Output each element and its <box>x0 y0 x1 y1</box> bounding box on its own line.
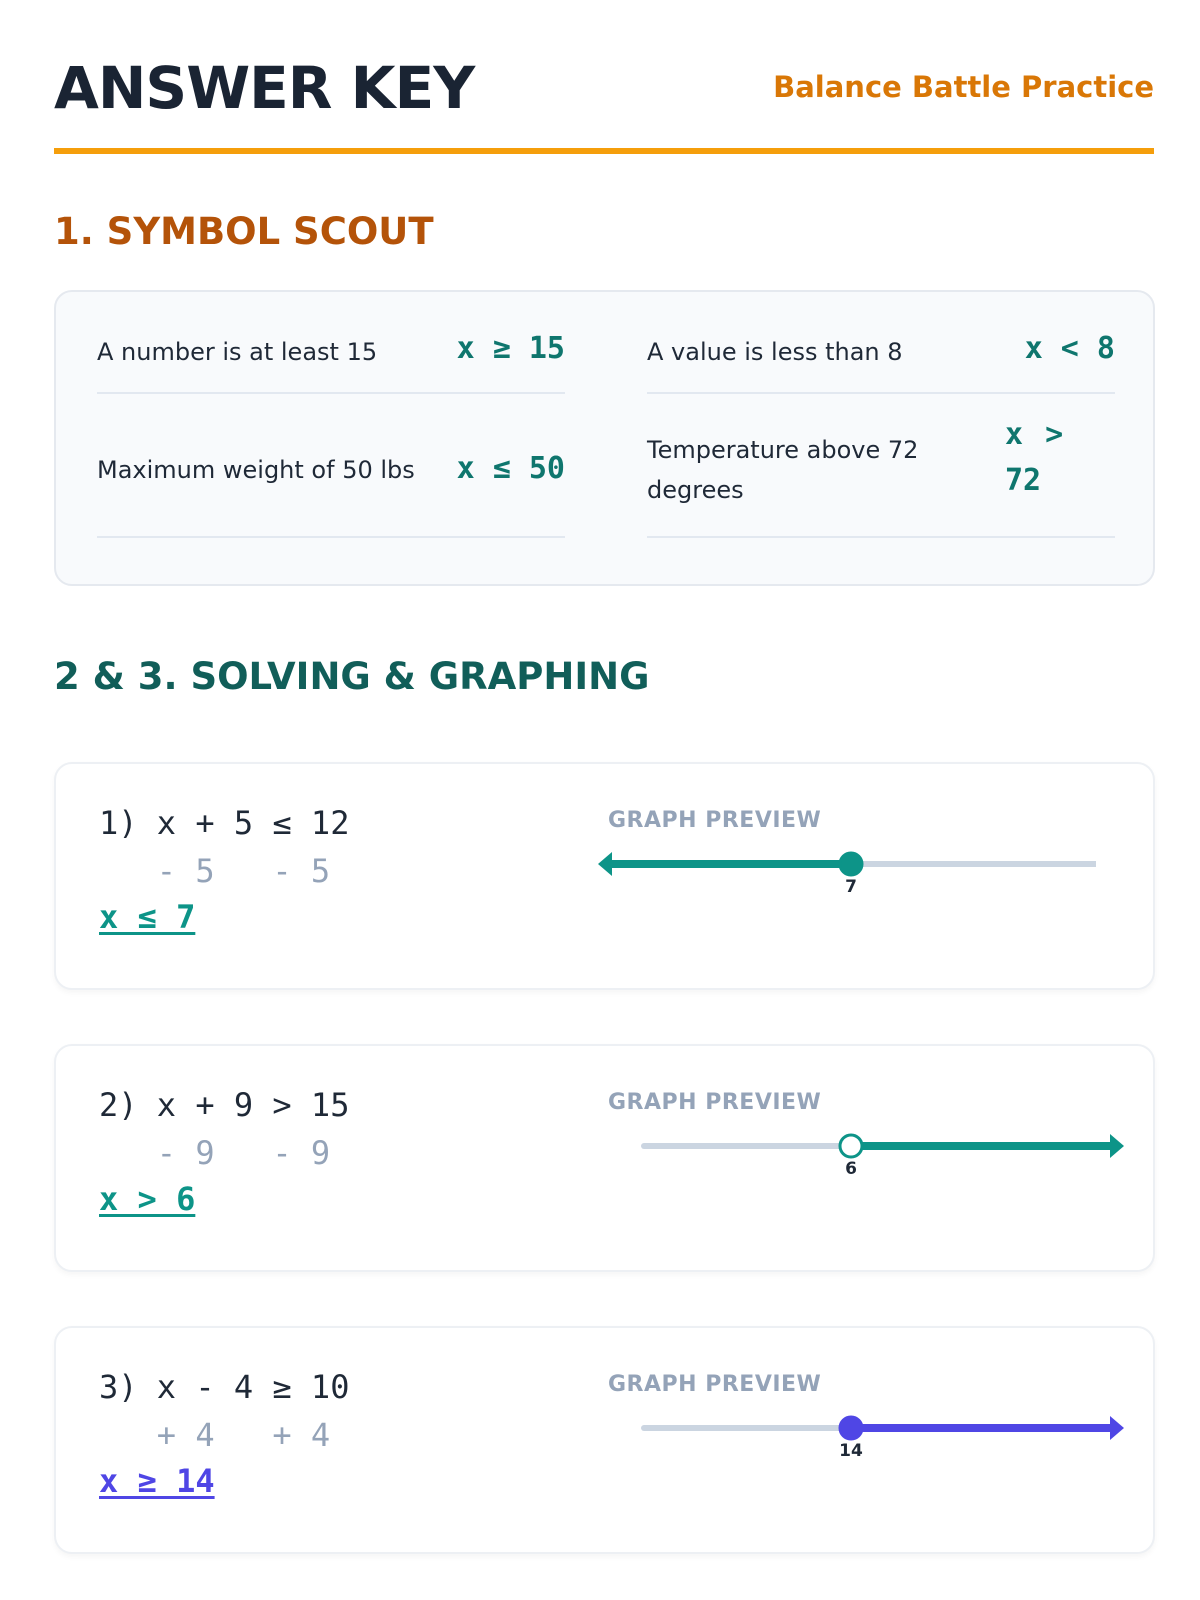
problem-step: - 5 - 5 <box>99 852 331 890</box>
symbol-pair <box>647 332 1115 394</box>
closed-endpoint <box>840 853 862 875</box>
arrow-right-icon <box>1110 1416 1124 1440</box>
tick-label: 7 <box>845 877 857 897</box>
problem-equation: 3) x - 4 ≥ 10 <box>99 1368 350 1406</box>
pair-phrase: A number is at least 15 <box>97 338 378 366</box>
section-title-solving-graphing: 2 & 3. SOLVING & GRAPHING <box>54 655 650 698</box>
symbol-pair <box>647 418 1115 538</box>
arrow-right-icon <box>1110 1134 1124 1158</box>
problem-step: - 9 - 9 <box>99 1134 331 1172</box>
symbol-pair <box>97 332 565 394</box>
open-endpoint <box>840 1135 862 1157</box>
problem-card <box>54 1044 1155 1272</box>
section-title-symbol-scout: 1. SYMBOL SCOUT <box>54 210 434 253</box>
header-divider <box>54 148 1154 154</box>
pair-phrase: A value is less than 8 <box>647 338 903 366</box>
pair-symbol: x > 72 <box>1005 417 1064 498</box>
graph-preview-label: GRAPH PREVIEW <box>608 808 822 833</box>
problem-answer: x ≥ 14 <box>99 1462 215 1500</box>
problem-step: + 4 + 4 <box>99 1416 331 1454</box>
graph-preview-label: GRAPH PREVIEW <box>608 1090 822 1115</box>
pair-symbol: x ≤ 50 <box>456 451 565 486</box>
problem-answer: x > 6 <box>99 1180 196 1218</box>
number-line-graph <box>596 1126 1126 1216</box>
tick-label: 6 <box>845 1159 857 1179</box>
symbol-scout-panel <box>54 290 1155 586</box>
pair-phrase: Maximum weight of 50 lbs <box>97 456 415 484</box>
page-header <box>54 52 1154 154</box>
page-title: ANSWER KEY <box>54 54 475 122</box>
pair-symbol: x ≥ 15 <box>456 331 565 366</box>
problem-equation: 1) x + 5 ≤ 12 <box>99 804 350 842</box>
arrow-left-icon <box>598 852 612 876</box>
graph-preview-label: GRAPH PREVIEW <box>608 1372 822 1397</box>
pair-symbol: x < 8 <box>1024 331 1115 366</box>
number-line-graph <box>596 844 1126 934</box>
pair-phrase: Temperature above 72 degrees <box>647 436 919 504</box>
problem-card <box>54 1326 1155 1554</box>
tick-label: 14 <box>839 1441 863 1461</box>
problem-equation: 2) x + 9 > 15 <box>99 1086 350 1124</box>
number-line-graph <box>596 1408 1126 1498</box>
closed-endpoint <box>840 1417 862 1439</box>
page-subtitle: Balance Battle Practice <box>773 70 1154 104</box>
problem-answer: x ≤ 7 <box>99 898 196 936</box>
symbol-pair <box>97 418 565 538</box>
problem-card <box>54 762 1155 990</box>
